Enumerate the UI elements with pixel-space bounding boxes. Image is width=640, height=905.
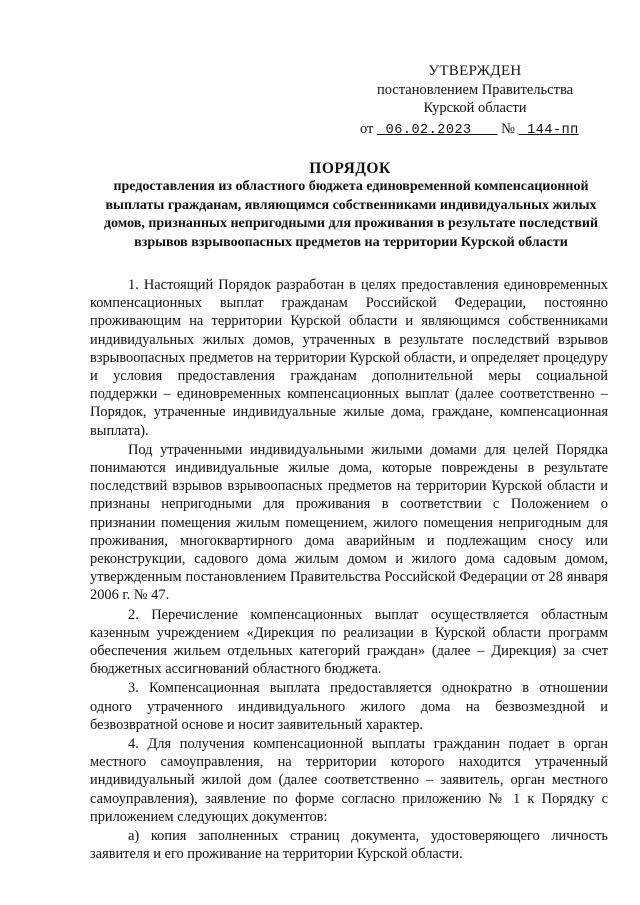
paragraph-2: Под утраченными индивидуальными жилыми домами для целей Порядка понимаются индивидуальные жилые дома, которые повреждены в результате последствий взрывов взрывоопасных предметов на территории Курской области и признаны непригодными для проживания в соответствии с Положением о признании помещения жилым помещением, жилого помещения непригодным для проживания, многоквартирного дома аварийным и подлежащим сносу или реконструкции, садового дома жилым домом и жилого дома садовым домом, утвержденным постановлением Правительства Российской Федерации от 28 января 2006 г. № 47.	[90, 441, 608, 604]
approval-block	[360, 62, 590, 140]
approval-date: 06.02.2023	[385, 122, 472, 138]
approval-line-2: Курской области	[423, 100, 527, 116]
approval-line-1: постановлением Правительства	[376, 81, 574, 98]
paragraph-5: 4. Для получения компенсационной выплаты гражданин подает в орган местного самоуправления, на территории которого находится утраченный индивидуальный жилой дом (далее соответственно – заявитель, орган местного самоуправления), заявление по форме согласно приложению № 1 к Порядку с приложением следующих документов:	[90, 736, 608, 825]
approval-heading: УТВЕРЖДЕН	[428, 63, 522, 79]
date-prefix: от	[360, 120, 374, 137]
approval-number: 144-пп	[527, 122, 579, 138]
paragraph-6: а) копия заполненных страниц документа, удостоверяющего личность заявителя и его проживание на территории Курской области.	[90, 828, 608, 863]
approval-date-line	[360, 120, 590, 141]
document-body	[90, 276, 608, 865]
paragraph-3: 2. Перечисление компенсационных выплат осуществляется областным казенным учреждением «Дирекция по реализации в Курской области программ обеспечения жильем отдельных категорий граждан» (далее – Дирекция) за счет бюджетных ассигнований областного бюджета.	[90, 606, 608, 678]
paragraph-1: 1. Настоящий Порядок разработан в целях предоставления единовременных компенсационных выплат гражданам Российской Федерации, постоянно проживающим на территории Курской области и являющимся собственниками индивидуальных жилых домов, утраченных в результате последствий взрывов взрывоопасных предметов на территории Курской области, и определяет процедуру и условия предоставления гражданам дополнительной меры социальной поддержки – единовременных компенсационных выплат (далее соответственно – Порядок, утраченные индивидуальные жилые дома, граждане, компенсационная выплата).	[90, 277, 608, 439]
paragraph-4: 3. Компенсационная выплата предоставляется однократно в отношении одного утраченного индивидуального жилого дома на безвозмездной и безвозвратной основе и носит заявительный характер.	[90, 680, 608, 733]
document-title: ПОРЯДОК	[309, 160, 391, 177]
number-prefix: №	[501, 120, 515, 137]
document-subtitle: предоставления из областного бюджета единовременной компенсационной выплаты гражданам, являющимся собственниками индивидуальных жилых домов, признанных непригодными для проживания в результате последствий взрывов взрывоопасных предметов на территории Курской области	[103, 179, 599, 250]
